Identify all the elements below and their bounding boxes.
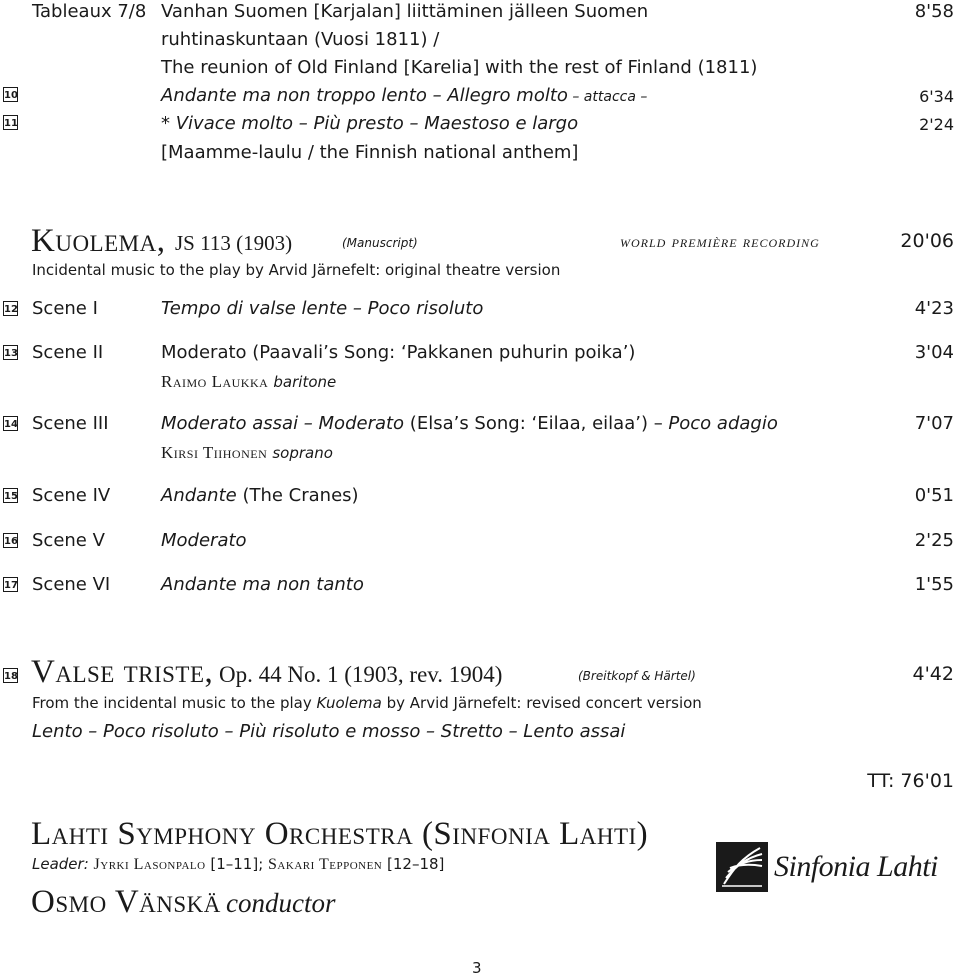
valse-heading [31,652,502,695]
track-number-16: 16 [3,533,18,548]
track-17-scene: Scene VI [32,574,111,595]
world-premiere-badge: world première recording [620,232,820,251]
tableaux-label: Tableaux 7/8 [32,1,147,22]
conductor-role: conductor [226,888,336,918]
track-number-14: 14 [3,416,18,431]
track-number-18: 18 [3,668,18,683]
track-14-tempo [161,412,778,436]
track-13-tempo-b: (Paavali’s Song: ‘Pakkanen puhurin poika’) [246,342,636,363]
leader-2-name: Sakari Tepponen [268,856,383,873]
track-16-duration: 2'25 [914,530,954,551]
track-13-performer [161,370,336,394]
track-12-duration: 4'23 [914,298,954,319]
track-14-tempo-c: Poco adagio [668,413,778,434]
kuolema-source: (Manuscript) [342,236,418,250]
track-10-tempo-text: Andante ma non troppo lento – Allegro molto [161,85,568,106]
track-13-duration: 3'04 [914,342,954,363]
tableaux-title-fi: Vanhan Suomen [Karjalan] liittäminen jälleen Suomen [161,1,649,22]
kuolema-opus: JS 113 (1903) [175,231,293,255]
total-time: TT: 76'01 [867,770,954,792]
track-16-scene: Scene V [32,530,105,551]
track-15-tempo-b: (The Cranes) [236,485,359,506]
track-12-scene: Scene I [32,298,98,319]
track-15-scene: Scene IV [32,485,111,506]
conductor [31,882,335,923]
track-11-duration: 2'24 [919,115,954,134]
valse-title: Valse triste, [31,654,214,690]
conductor-name: Osmo Vänskä [31,884,221,920]
valse-duration: 4'42 [912,663,954,685]
valse-opus: Op. 44 No. 1 (1903, rev. 1904) [213,662,503,687]
tableaux-title-en: The reunion of Old Finland [Karelia] with the rest of Finland (1811) [161,57,758,78]
track-10-attacca: – attacca – [567,89,648,105]
valse-desc-a: From the incidental music to the play [32,694,317,712]
track-13-scene: Scene II [32,342,104,363]
kuolema-description: Incidental music to the play by Arvid Järnefelt: original theatre version [32,261,561,279]
valse-desc-c: by Arvid Järnefelt: revised concert version [381,694,702,712]
kuolema-duration: 20'06 [900,230,954,252]
valse-publisher: (Breitkopf & Härtel) [578,669,696,683]
orchestra-name: Lahti Symphony Orchestra (Sinfonia Lahti) [31,816,649,852]
track-14-tempo-b: (Elsa’s Song: ‘Eilaa, eilaa’) – [404,413,669,434]
tableaux-note: [Maamme-laulu / the Finnish national anthem] [161,142,579,163]
track-15-tempo [161,484,359,508]
tableaux-duration: 8'58 [914,1,954,22]
track-10-tempo [161,84,647,109]
performer-name: Kirsi Tiihonen [161,443,268,462]
track-14-tempo-a: Moderato assai – Moderato [161,413,405,434]
page-number: 3 [472,959,482,977]
track-14-performer [161,441,333,465]
logo-text: Sinfonia Lahti [774,850,938,883]
track-15-tempo-a: Andante [161,485,237,506]
sinfonia-lahti-logo [716,838,958,896]
track-14-duration: 7'07 [914,413,954,434]
performer-role: soprano [272,444,333,462]
track-14-scene: Scene III [32,413,109,434]
track-number-13: 13 [3,345,18,360]
track-17-tempo: Andante ma non tanto [161,574,364,595]
orchestra-leaders [32,854,444,875]
track-11-tempo: * Vivace molto – Più presto – Maestoso e largo [161,113,579,134]
track-12-tempo: Tempo di valse lente – Poco risoluto [161,298,484,319]
performer-name: Raimo Laukka [161,372,269,391]
valse-desc-b: Kuolema [316,694,382,712]
track-10-duration: 6'34 [919,87,954,106]
leader-1-tracks: [1–11]; [205,855,269,873]
performer-role: baritone [273,373,337,391]
track-15-duration: 0'51 [914,485,954,506]
track-13-tempo-a: Moderato [161,342,247,363]
track-number-17: 17 [3,577,18,592]
track-13-tempo [161,341,635,365]
track-number-15: 15 [3,488,18,503]
track-number-10: 10 [3,87,18,102]
track-17-duration: 1'55 [914,574,954,595]
track-number-12: 12 [3,301,18,316]
track-number-11: 11 [3,115,18,130]
kuolema-title: Kuolema, [31,223,166,259]
leader-1-name: Jyrki Lasonpalo [93,856,206,873]
leader-label: Leader: [32,855,89,873]
tableaux-title-fi-2: ruhtinaskuntaan (Vuosi 1811) / [161,29,440,50]
track-16-tempo: Moderato [161,530,247,551]
valse-tempo: Lento – Poco risoluto – Più risoluto e mosso – Stretto – Lento assai [32,721,626,742]
leader-2-tracks: [12–18] [382,855,445,873]
valse-description [32,693,702,713]
